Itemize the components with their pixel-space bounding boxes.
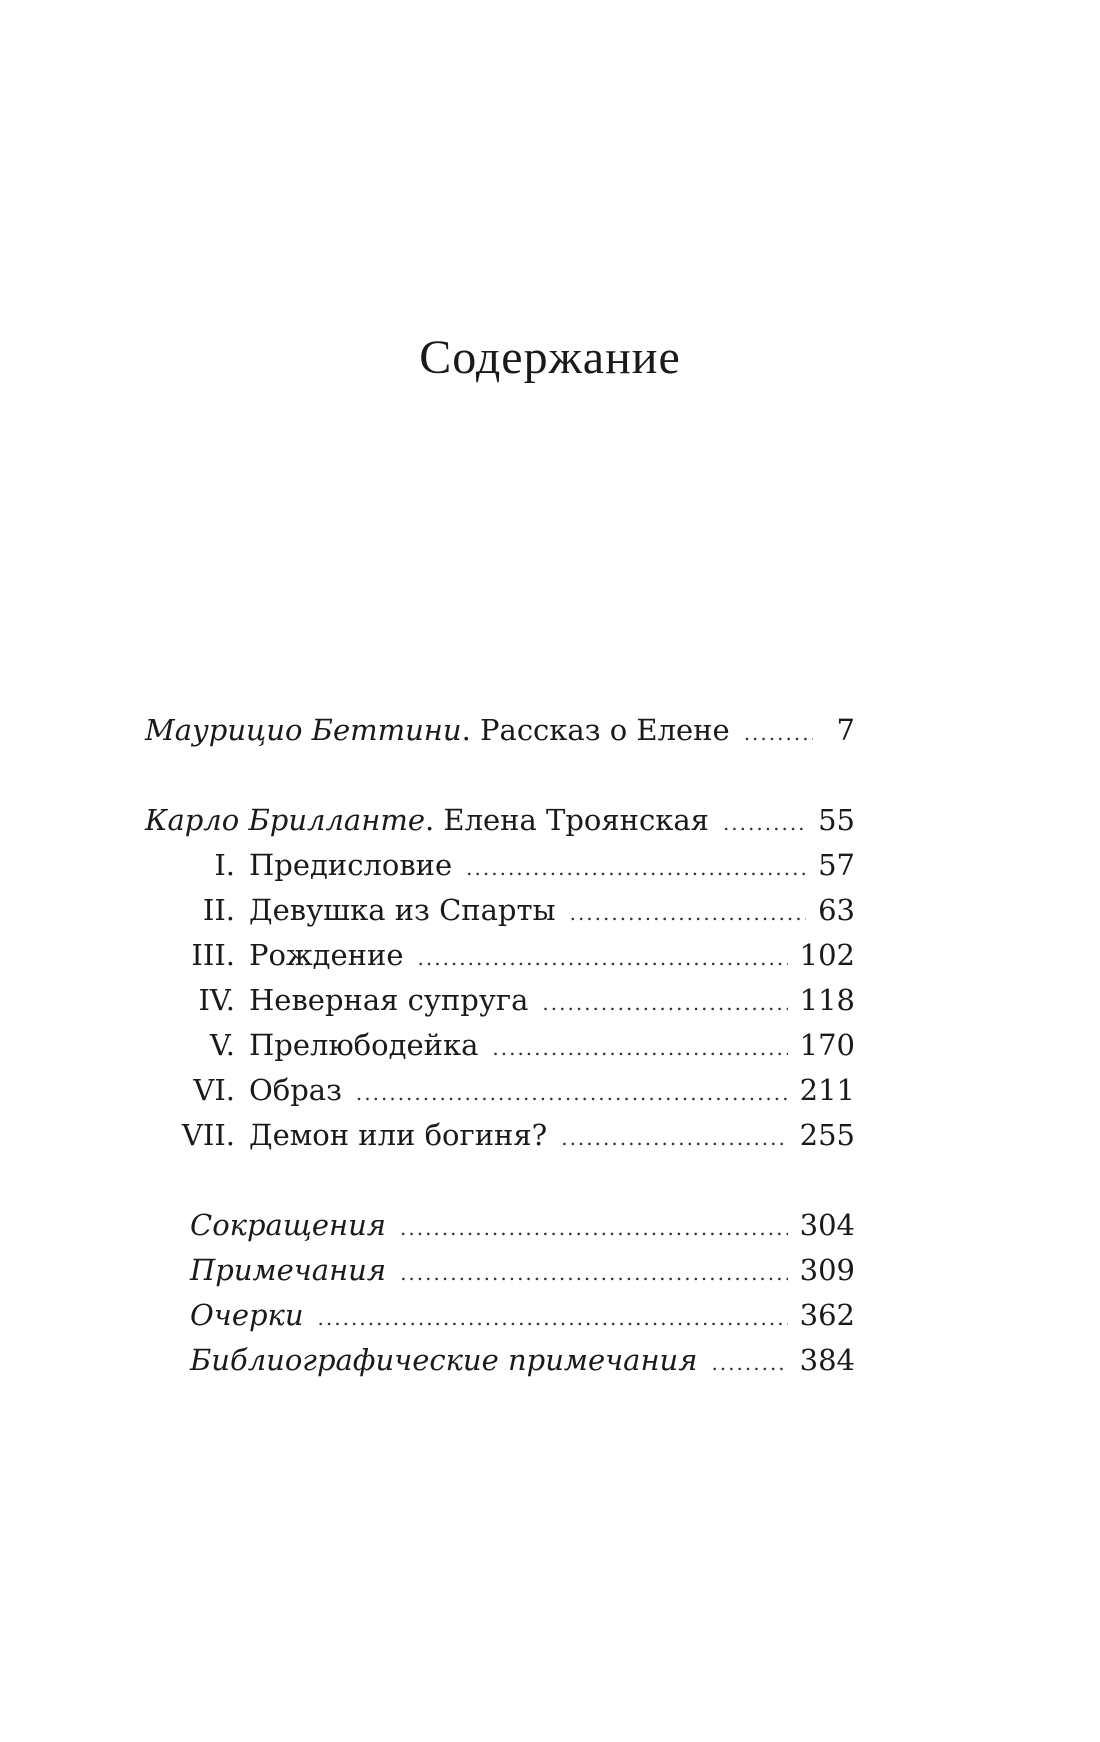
toc-entry-title: Девушка из Спарты bbox=[249, 893, 556, 927]
toc-leader-dots bbox=[570, 893, 807, 933]
toc-page-number: 7 bbox=[836, 713, 855, 747]
toc-entry-title: Рассказ о Елене bbox=[480, 713, 730, 747]
toc-page-number: 384 bbox=[799, 1343, 855, 1377]
toc-chapter-4[interactable] bbox=[145, 980, 855, 1020]
toc-entry-brillante[interactable] bbox=[145, 800, 855, 840]
toc-entry-title: Демон или богиня? bbox=[249, 1118, 548, 1152]
toc-entry-essays[interactable] bbox=[190, 1295, 855, 1335]
toc-separator: . bbox=[424, 803, 444, 837]
toc-page-number: 55 bbox=[818, 803, 855, 837]
toc-entry-title: Примечания bbox=[190, 1253, 387, 1287]
toc-page-number: 304 bbox=[799, 1208, 855, 1242]
page-title: Содержание bbox=[419, 331, 681, 384]
toc-leader-dots bbox=[492, 1028, 787, 1068]
toc-leader-dots bbox=[400, 1253, 788, 1293]
toc-entry-title: Прелюбодейка bbox=[249, 1028, 479, 1062]
toc-author: Карло Брилланте bbox=[145, 803, 425, 837]
toc-leader-dots bbox=[318, 1298, 788, 1338]
toc-page-number: 170 bbox=[799, 1028, 855, 1062]
toc-chapter-number: IV. bbox=[198, 983, 235, 1017]
toc-chapter-5[interactable] bbox=[145, 1025, 855, 1065]
toc-leader-dots bbox=[400, 1208, 788, 1248]
toc-leader-dots bbox=[542, 983, 787, 1023]
toc-chapter-3[interactable] bbox=[145, 935, 855, 975]
toc-chapter-1[interactable] bbox=[145, 845, 855, 885]
toc-leader-dots bbox=[466, 848, 806, 888]
toc-page-number: 211 bbox=[799, 1073, 855, 1107]
toc-chapter-number: III. bbox=[191, 938, 235, 972]
toc-entry-bibliographic-notes[interactable] bbox=[190, 1340, 855, 1380]
toc-entry-title: Образ bbox=[249, 1073, 342, 1107]
toc-chapter-number: V. bbox=[209, 1028, 235, 1062]
toc-entry-title: Елена Троянская bbox=[443, 803, 709, 837]
toc-leader-dots bbox=[418, 938, 788, 978]
toc-entry-notes[interactable] bbox=[190, 1250, 855, 1290]
toc-chapter-2[interactable] bbox=[145, 890, 855, 930]
toc-entry-title: Неверная супруга bbox=[249, 983, 529, 1017]
toc-entry-title: Библиографические примечания bbox=[190, 1343, 698, 1377]
toc-chapter-number: VII. bbox=[181, 1118, 235, 1152]
toc-entry-title: Рождение bbox=[249, 938, 404, 972]
toc-entry-title: Очерки bbox=[190, 1298, 304, 1332]
toc-separator: . bbox=[461, 713, 481, 747]
toc-entry-title: Сокращения bbox=[190, 1208, 386, 1242]
toc-leader-dots bbox=[744, 713, 813, 753]
toc-chapter-number: II. bbox=[202, 893, 235, 927]
toc-entry-bettini[interactable] bbox=[145, 710, 855, 750]
toc-page-number: 362 bbox=[799, 1298, 855, 1332]
toc-page-number: 309 bbox=[799, 1253, 855, 1287]
toc-chapter-6[interactable] bbox=[145, 1070, 855, 1110]
toc-page-number: 102 bbox=[799, 938, 855, 972]
toc-page-number: 63 bbox=[818, 893, 855, 927]
toc-page-number: 118 bbox=[799, 983, 855, 1017]
toc-page-number: 57 bbox=[818, 848, 855, 882]
toc-leader-dots bbox=[723, 803, 806, 843]
toc-leader-dots bbox=[356, 1073, 788, 1113]
toc-entry-title: Предисловие bbox=[249, 848, 453, 882]
toc-leader-dots bbox=[711, 1343, 787, 1383]
toc-chapter-7[interactable] bbox=[145, 1115, 855, 1155]
toc-chapter-number: I. bbox=[214, 848, 235, 882]
toc-page-number: 255 bbox=[799, 1118, 855, 1152]
toc-author: Маурицио Беттини bbox=[145, 713, 462, 747]
toc-entry-abbreviations[interactable] bbox=[190, 1205, 855, 1245]
toc-chapter-number: VI. bbox=[193, 1073, 235, 1107]
toc-leader-dots bbox=[561, 1118, 787, 1158]
